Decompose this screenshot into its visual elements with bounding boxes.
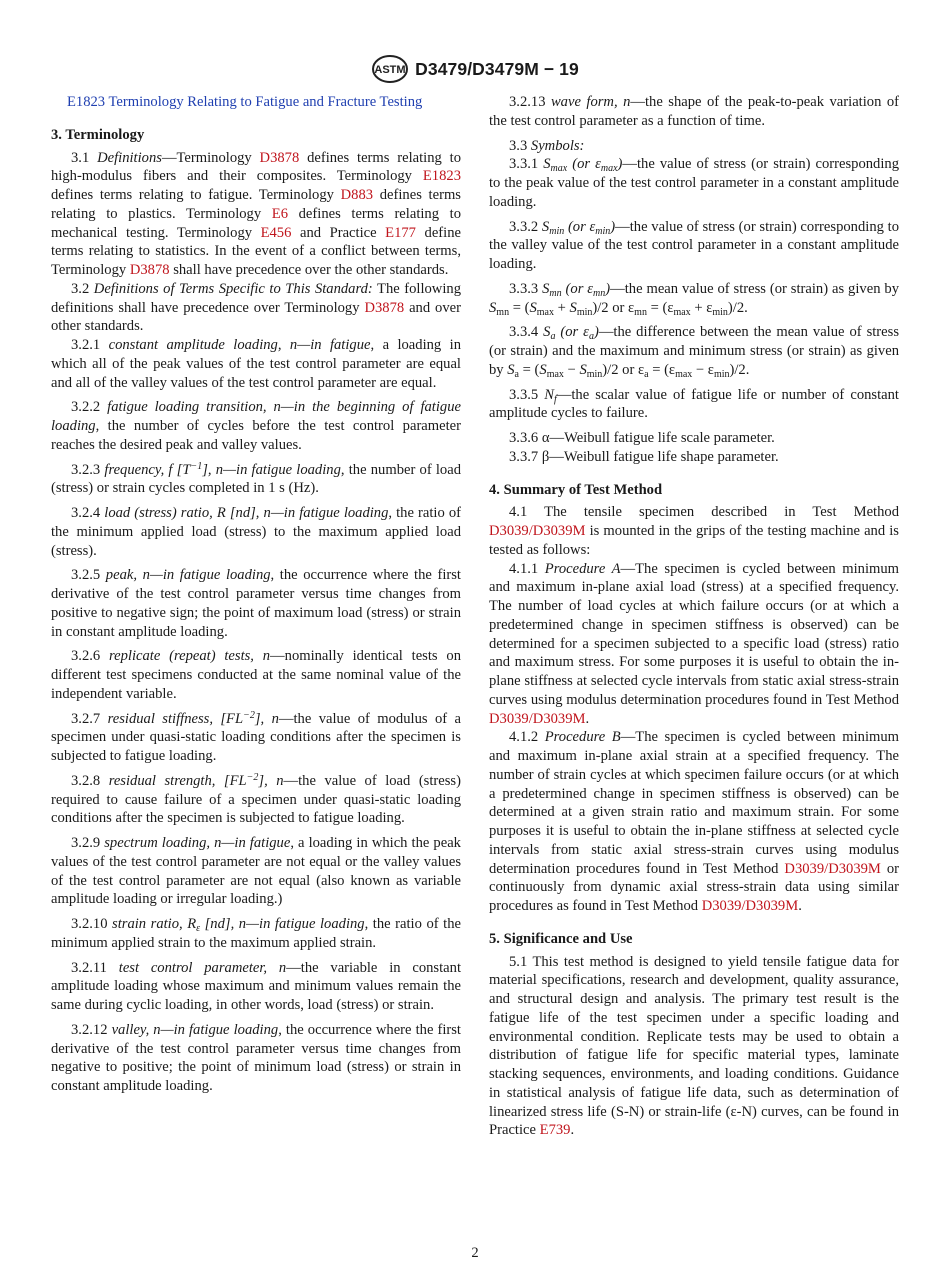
text-run: Procedure B [544,729,621,746]
text-run: —the value of stress (or strain) corresponding to the valley value of the test control parameter in a constant amplitude loading. [489,218,899,272]
text-run: mn [549,287,562,299]
text-run: , the occurrence where the first derivative of the test control parameter versus time changes from negative to positive; the point of minimum load (stress) or strain in constant amplitude loading. [51,1021,461,1094]
text-run: ], n [258,772,284,789]
paragraph [51,1021,461,1096]
paragraph-number: 3.2.10 [71,916,108,932]
text-run: The tensile specimen described in Test Method [544,504,899,521]
text-run: . [570,1122,575,1139]
text-run: min [713,368,730,380]
paragraph [51,647,461,703]
text-run: (or ε [567,156,601,173]
text-run: —the difference between the mean value of stress (or strain) and the maximum and minimum stress (or strain) as given by [489,324,900,378]
text-run: , the number of load (stress) or strain cycles completed in 1 s (Hz). [51,461,462,497]
paragraph [489,93,899,131]
paragraph [51,336,461,392]
text-run: load (stress) ratio, R [nd], n—in fatigue loading [104,505,389,521]
text-run: ], n—in fatigue loading [202,461,341,478]
text-run: max [536,306,554,318]
paragraph-number: 3.3 [509,137,528,154]
text-run: N [544,386,554,403]
text-run: —the scalar value of fatigue life or number of constant amplitude cycles to failure. [489,386,899,422]
text-run: and Practice [291,224,386,241]
paragraph-number: 3.2.13 [509,94,546,110]
text-run: constant amplitude loading, n—in fatigue [108,337,371,353]
text-run: max [600,163,618,175]
text-run: = ( [509,299,530,316]
section-heading [51,126,461,145]
text-run: )/2. [727,299,748,316]
paragraph-number: 3.3.4 [509,324,539,341]
standard-link[interactable]: D3039/D3039M [784,860,881,877]
paragraph [489,323,899,379]
text-run: max [675,368,693,380]
text-run: and over other standards. [51,299,461,335]
text-run: mn [496,306,510,318]
standard-designation: D3479/D3479M − 19 [415,58,579,79]
text-run: max [673,306,691,318]
text-run: a [550,331,556,343]
text-run: , the number of cycles before the test control parameter reaches the desired peak and valley values. [51,418,461,453]
standard-link[interactable]: D3039/D3039M [701,898,799,914]
text-run: , the ratio of the minimum applied strain to the maximum applied strain. [51,916,461,951]
text-run: a [514,368,519,380]
right-column [489,93,899,1140]
text-run: S [529,299,537,316]
page-number: 2 [471,1245,479,1261]
paragraph [51,461,461,499]
paragraph-number: 3.2.9 [71,835,101,851]
paragraph-number: 3.3.5 [509,386,539,403]
text-run: replicate (repeat) tests, n [108,648,271,665]
text-run: − ε [692,361,714,378]
text-run: β—Weibull fatigue life shape parameter. [541,448,779,465]
paragraph-number: 4.1.2 [509,729,539,746]
left-column [51,93,461,1096]
standard-link[interactable]: E1823 [422,168,461,185]
text-run: E1823 Terminology Relating to Fatigue and Fracture Testing [67,94,423,110]
section-heading [489,481,899,500]
text-run: )/2 or ε [592,299,635,316]
text-run: mn [634,306,647,318]
text-run: = (ε [648,361,676,378]
text-run: peak, n—in fatigue loading [105,567,271,584]
text-run: mn [593,287,606,299]
standard-link[interactable]: D3878 [129,262,170,278]
text-run: S [542,280,550,297]
paragraph-number: 3.3.7 [509,448,539,465]
text-run: f [553,393,557,405]
standard-link[interactable]: D3878 [259,149,300,166]
text-run: frequency, f [T [104,461,191,478]
text-run: S [489,299,497,316]
text-run: (or ε [555,324,589,341]
text-run: (or ε [561,280,594,297]
standard-link[interactable]: E177 [385,224,416,241]
text-run: —the value of modulus of a specimen under quasi-static loading conditions after the specimen is subjected to fatigue loading. [51,710,461,764]
standard-link[interactable]: D3039/D3039M [489,710,586,727]
text-run: −2 [246,771,259,783]
svg-text:ASTM: ASTM [374,64,406,76]
text-run: min [595,225,611,237]
text-run: , the occurrence where the first derivative of the test control parameter versus time changes from positive to negative sign; the point of maximum load (stress) or strain in constant amplitude loading. [51,567,461,640]
paragraph-number: 3.2.8 [71,772,101,789]
text-run: —nominally identical tests on different test specimens conducted at the same nominal value of the independent variable. [51,648,461,702]
text-run: min [586,368,603,380]
text-run: [nd], n—in fatigue loading [200,916,365,932]
text-run: —The specimen is cycled between minimum and maximum in-plane axial strain at a specified frequency. The number of strain cycles at which specimen failure occurs (or at which a predetermined change in specimen stiffness is observed) can be determined at a given strain ratio and maximum strain. For some purposes it is useful to obtain the in-plane stiffness at selected cycle intervals from static axial stress-strain curves using modulus determination procedures found in Test Method [489,729,899,877]
paragraph-number: 3.3.1 [509,156,539,173]
paragraph-number: 4.1 [509,504,528,521]
text-run: or continuously from dynamic axial stress-strain data using similar procedures as found in Test Method [489,860,899,914]
paragraph [489,137,899,156]
standard-link[interactable]: E739 [539,1122,571,1139]
text-run: a [588,331,594,343]
text-run: defines terms relating to high-modulus fibers and their composites. Terminology [51,149,461,185]
text-run: min [712,306,728,318]
paragraph-number: 3.2 [71,280,90,297]
text-run: residual stiffness, [FL [107,710,244,727]
paragraph [51,149,461,280]
paragraph-number: 3.2.4 [71,505,101,521]
paragraph [489,386,899,424]
paragraph-number: 3.3.2 [509,218,539,235]
text-run: = ( [519,361,540,378]
paragraph-number: 3.2.5 [71,567,101,584]
standard-link[interactable]: D3878 [364,299,405,316]
paragraph [489,728,899,916]
text-run: . [798,898,802,914]
text-run: —Terminology [161,149,260,166]
text-run: —the shape of the peak-to-peak variation of the test control parameter as a function of time. [489,94,899,129]
text-run: S [569,299,577,316]
paragraph-number: 3.3.3 [509,280,539,297]
text-run: Definitions of Terms Specific to This Standard: [93,280,373,297]
paragraph-number: 3.2.3 [71,461,101,478]
reference-item [51,93,461,112]
text-run: Definitions [97,149,162,166]
text-run: defines terms relating to mechanical testing. Terminology [51,205,461,241]
text-run: min [549,225,565,237]
text-run: —the mean value of stress (or strain) as given by [610,280,899,297]
paragraph [51,280,461,336]
paragraph [51,710,461,766]
text-run: min [576,306,593,318]
paragraph [489,280,899,318]
section-heading [489,930,899,949]
text-run: )/2. [729,361,750,378]
text-run: max [550,163,568,175]
text-run: —The specimen is cycled between minimum and maximum in-plane axial load (stress) at a specified frequency. The number of load cycles at which failure occurs (or at which a predetermined change in specimen stiffness is observed) can be determined for a specimen subjected to a specific load (stress) ratio and maximum stress. For some purposes it is useful to obtain the in-plane stiffness at selected cycle intervals from static axial stress-strain curves using modulus determination procedures found in Test Method [489,560,900,708]
text-run: −2 [243,709,255,721]
text-run: ) [617,156,623,173]
paragraph [489,560,899,729]
paragraph [489,503,899,559]
paragraph [51,504,461,560]
paragraph-number: 3.2.12 [71,1021,108,1038]
paragraph [51,398,461,454]
paragraph-number: 3.2.1 [71,337,101,353]
text-run: −1 [190,460,203,472]
text-run: fatigue loading transition, n—in the beginning of fatigue loading [51,399,461,434]
text-run: ) [610,218,616,235]
text-run: (or ε [564,218,596,235]
text-run: S [579,361,587,378]
text-run: test control parameter, n [118,959,287,976]
text-run: This test method is designed to yield tensile fatigue data for material specifications, research and development, quality assurance, and structural design and analysis. The primary test result is the fatigue life of the test specimen under a specific loading and environmental condition. Replicate tests may be used to obtain a distribution of fatigue life for specific material types, laminate stacking sequences, environments, and loading conditions. Guidance in statistical analysis of fatigue life data, such as determination of linearized stress life (S-N) or strain-life (ε-N) curves, can be found in Practice [489,953,899,1139]
paragraph-number: 3.2.6 [71,648,101,665]
text-run: − [563,361,580,378]
paragraph [51,772,461,828]
text-run: ε [196,923,201,934]
text-run: The following definitions shall have precedence over Terminology [51,280,461,316]
standard-link[interactable]: D883 [340,187,374,203]
paragraph-number: 3.2.7 [71,710,101,727]
paragraph [51,566,461,641]
text-run: —the value of stress (or strain) corresponding to the peak value of the test control parameter in a constant amplitude loading. [489,156,899,210]
text-run: 4. Summary of Test Method [489,481,663,498]
text-run: define terms relating to statistics. In the event of a conflict between terms, Terminology [51,224,461,278]
text-run: ], n [254,710,279,727]
text-run: ) [605,280,611,297]
paragraph-number: 5.1 [509,953,528,970]
text-run: is mounted in the grips of the testing machine and is tested as follows: [489,523,899,558]
text-run: , a loading in which the peak values of the test control parameter are not equal or the valley values of the test control parameter are not equal (also known as variable amplitude loading or irregular loading.) [51,835,461,908]
text-run: 3. Terminology [51,126,145,143]
text-run: , the ratio of the minimum applied load (stress) to the maximum applied load (stress). [51,505,461,559]
text-run: shall have precedence over the other standards. [169,262,449,278]
text-run: S [543,324,551,341]
text-run: S [507,361,515,378]
text-run: , a loading in which all of the peak values of the test control parameter are equal and all of the valley values of the test control parameter are equal. [51,337,461,391]
paragraph-number: 3.3.6 [509,430,539,446]
text-run: + [553,299,570,316]
paragraph [51,915,461,953]
text-run: defines terms relating to plastics. Terminology [51,187,461,222]
text-run: max [546,368,564,380]
text-run: S [541,218,550,235]
text-run: —the value of load (stress) required to cause failure of a specimen under quasi-static loading conditions after the specimen is subjected to fatigue loading. [51,772,461,827]
text-run: S [543,156,551,173]
paragraph-number: 3.2.2 [71,399,101,416]
text-run: . [585,710,590,727]
standard-link[interactable]: E6 [271,205,288,222]
paragraph [489,155,899,211]
text-run: S [539,361,547,378]
paragraph [489,953,899,1141]
text-run: spectrum loading, n—in fatigue [104,835,291,851]
paragraph [489,429,899,448]
text-run: ) [593,324,599,341]
text-run: = (ε [646,299,674,316]
text-run: defines terms relating to fatigue. Terminology [51,187,341,203]
text-run: wave form, n [550,94,631,110]
paragraph [51,834,461,909]
paragraph-number: 3.1 [71,149,90,166]
paragraph-number: 3.2.11 [71,959,107,976]
text-run: )/2 or ε [602,361,645,378]
paragraph [489,448,899,467]
text-run: 5. Significance and Use [489,930,633,947]
text-run: a [644,368,649,380]
text-run: residual strength, [FL [108,772,247,789]
text-run: strain ratio, R [112,916,197,932]
text-run: Symbols: [530,137,585,154]
standard-link[interactable]: D3039/D3039M [489,523,586,539]
text-run: + ε [690,299,713,316]
paragraph [51,959,461,1015]
text-run: Procedure A [544,560,621,577]
astm-logo-icon [371,54,409,84]
paragraph [489,218,899,274]
page-header [0,54,950,84]
text-run: valley, n—in fatigue loading [111,1021,279,1038]
standard-link[interactable]: E456 [260,224,292,241]
paragraph-number: 4.1.1 [509,560,539,577]
text-run: —the variable in constant amplitude loading whose maximum and minimum values remain the same during cyclic loading, in other words, load (stress) or strain. [51,959,461,1013]
text-run: α—Weibull fatigue life scale parameter. [541,430,775,446]
